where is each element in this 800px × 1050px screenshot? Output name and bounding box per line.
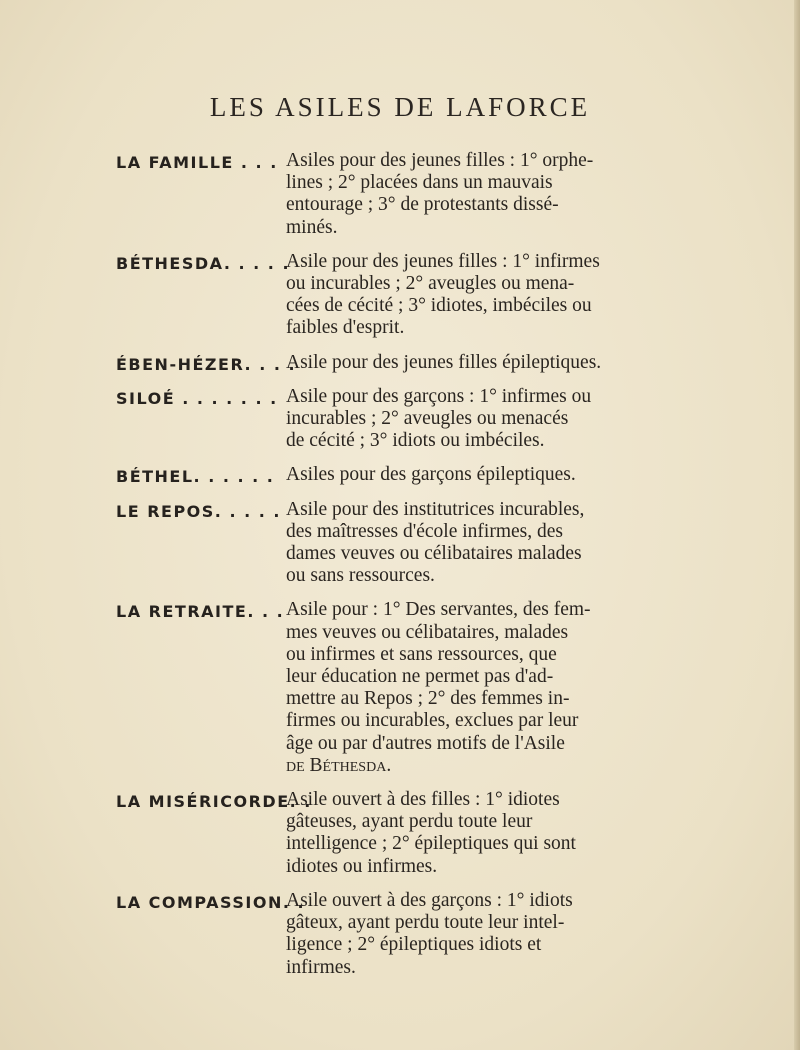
description-line: Asiles pour des garçons épileptiques.: [286, 464, 576, 486]
description-line: Asile ouvert à des filles : 1° idiotes: [286, 789, 560, 811]
asylum-list: [116, 150, 666, 991]
entry-name: LA MISÉRICORDE. .: [116, 792, 312, 812]
entry-la-retraite: [116, 599, 666, 777]
description-line: cées de cécité ; 3° idiotes, imbéciles ou: [286, 295, 592, 317]
entry-description: [286, 251, 666, 340]
description-line: dames veuves ou célibataires malades: [286, 543, 582, 565]
entry-name: BÉTHEL. . . . . .: [116, 467, 275, 487]
description-line: minés.: [286, 216, 338, 238]
description-line: firmes ou incurables, exclues par leur: [286, 710, 579, 732]
entry-la-misericorde: [116, 789, 666, 878]
entry-description: [286, 499, 666, 588]
description-line: ou sans ressources.: [286, 565, 435, 587]
description-line: Asile pour des jeunes filles épileptiques.: [286, 351, 602, 373]
description-line: incurables ; 2° aveugles ou menacés: [286, 408, 569, 430]
entry-description: [286, 789, 666, 878]
description-line: Asile pour des garçons : 1° infirmes ou: [286, 385, 592, 407]
description-line: infirmes.: [286, 956, 356, 978]
entry-name: LA FAMILLE . . .: [116, 153, 278, 172]
description-line: idiotes ou infirmes.: [286, 855, 438, 877]
description-line: Asile pour des jeunes filles : 1° infirmes: [286, 250, 600, 272]
description-line: Asile pour : 1° Des servantes, des fem-: [286, 599, 591, 621]
entry-description: [286, 890, 666, 979]
description-line: faibles d'esprit.: [286, 317, 405, 339]
description-line: ligence ; 2° épileptiques idiots et: [286, 934, 542, 956]
description-line: Asile pour des institutrices incurables,: [286, 498, 585, 520]
description-line: ou infirmes et sans ressources, que: [286, 643, 557, 665]
description-line: leur éducation ne permet pas d'ad-: [286, 666, 554, 688]
description-line: intelligence ; 2° épileptiques qui sont: [286, 833, 576, 855]
entry-bethesda: [116, 251, 666, 340]
entry-description: [286, 150, 666, 239]
description-line: âge ou par d'autres motifs de l'Asile: [286, 732, 565, 754]
page-title: LES ASILES DE LAFORCE: [209, 92, 591, 122]
entry-name: LA COMPASSION. .: [116, 892, 306, 912]
description-line: de Béthesda.: [286, 754, 392, 776]
entry-la-compassion: [116, 890, 666, 979]
entry-name: SILOÉ . . . . . . .: [116, 388, 278, 408]
entry-name: LA RETRAITE. . .: [116, 602, 285, 622]
entry-name: ÉBEN-HÉZER. . . .: [116, 354, 297, 374]
description-line: mettre au Repos ; 2° des femmes in-: [286, 688, 570, 710]
entry-la-famille: [116, 150, 666, 239]
entry-description: [286, 599, 666, 777]
description-line: gâteux, ayant perdu toute leur intel-: [286, 912, 565, 934]
entry-siloe: [116, 386, 666, 453]
description-line: des maîtresses d'école infirmes, des: [286, 520, 563, 542]
page-edge: [794, 0, 800, 1050]
description-line: ou incurables ; 2° aveugles ou mena-: [286, 273, 575, 295]
description-line: Asiles pour des jeunes filles : 1° orphe-: [286, 150, 594, 171]
entry-eben-hezer: [116, 352, 666, 374]
description-line: de cécité ; 3° idiots ou imbéciles.: [286, 430, 545, 452]
entry-name: LE REPOS. . . . .: [116, 501, 281, 521]
entry-le-repos: [116, 499, 666, 588]
entry-description: [286, 352, 666, 374]
description-line: gâteuses, ayant perdu toute leur: [286, 811, 533, 833]
entry-bethel: [116, 464, 666, 486]
description-line: mes veuves ou célibataires, malades: [286, 621, 569, 643]
description-line: Asile ouvert à des garçons : 1° idiots: [286, 889, 573, 911]
entry-description: [286, 464, 666, 486]
description-line: lines ; 2° placées dans un mauvais: [286, 172, 553, 194]
entry-name: BÉTHESDA. . . . .: [116, 253, 291, 273]
description-line: entourage ; 3° de protestants dissé-: [286, 194, 559, 216]
entry-description: [286, 386, 666, 453]
